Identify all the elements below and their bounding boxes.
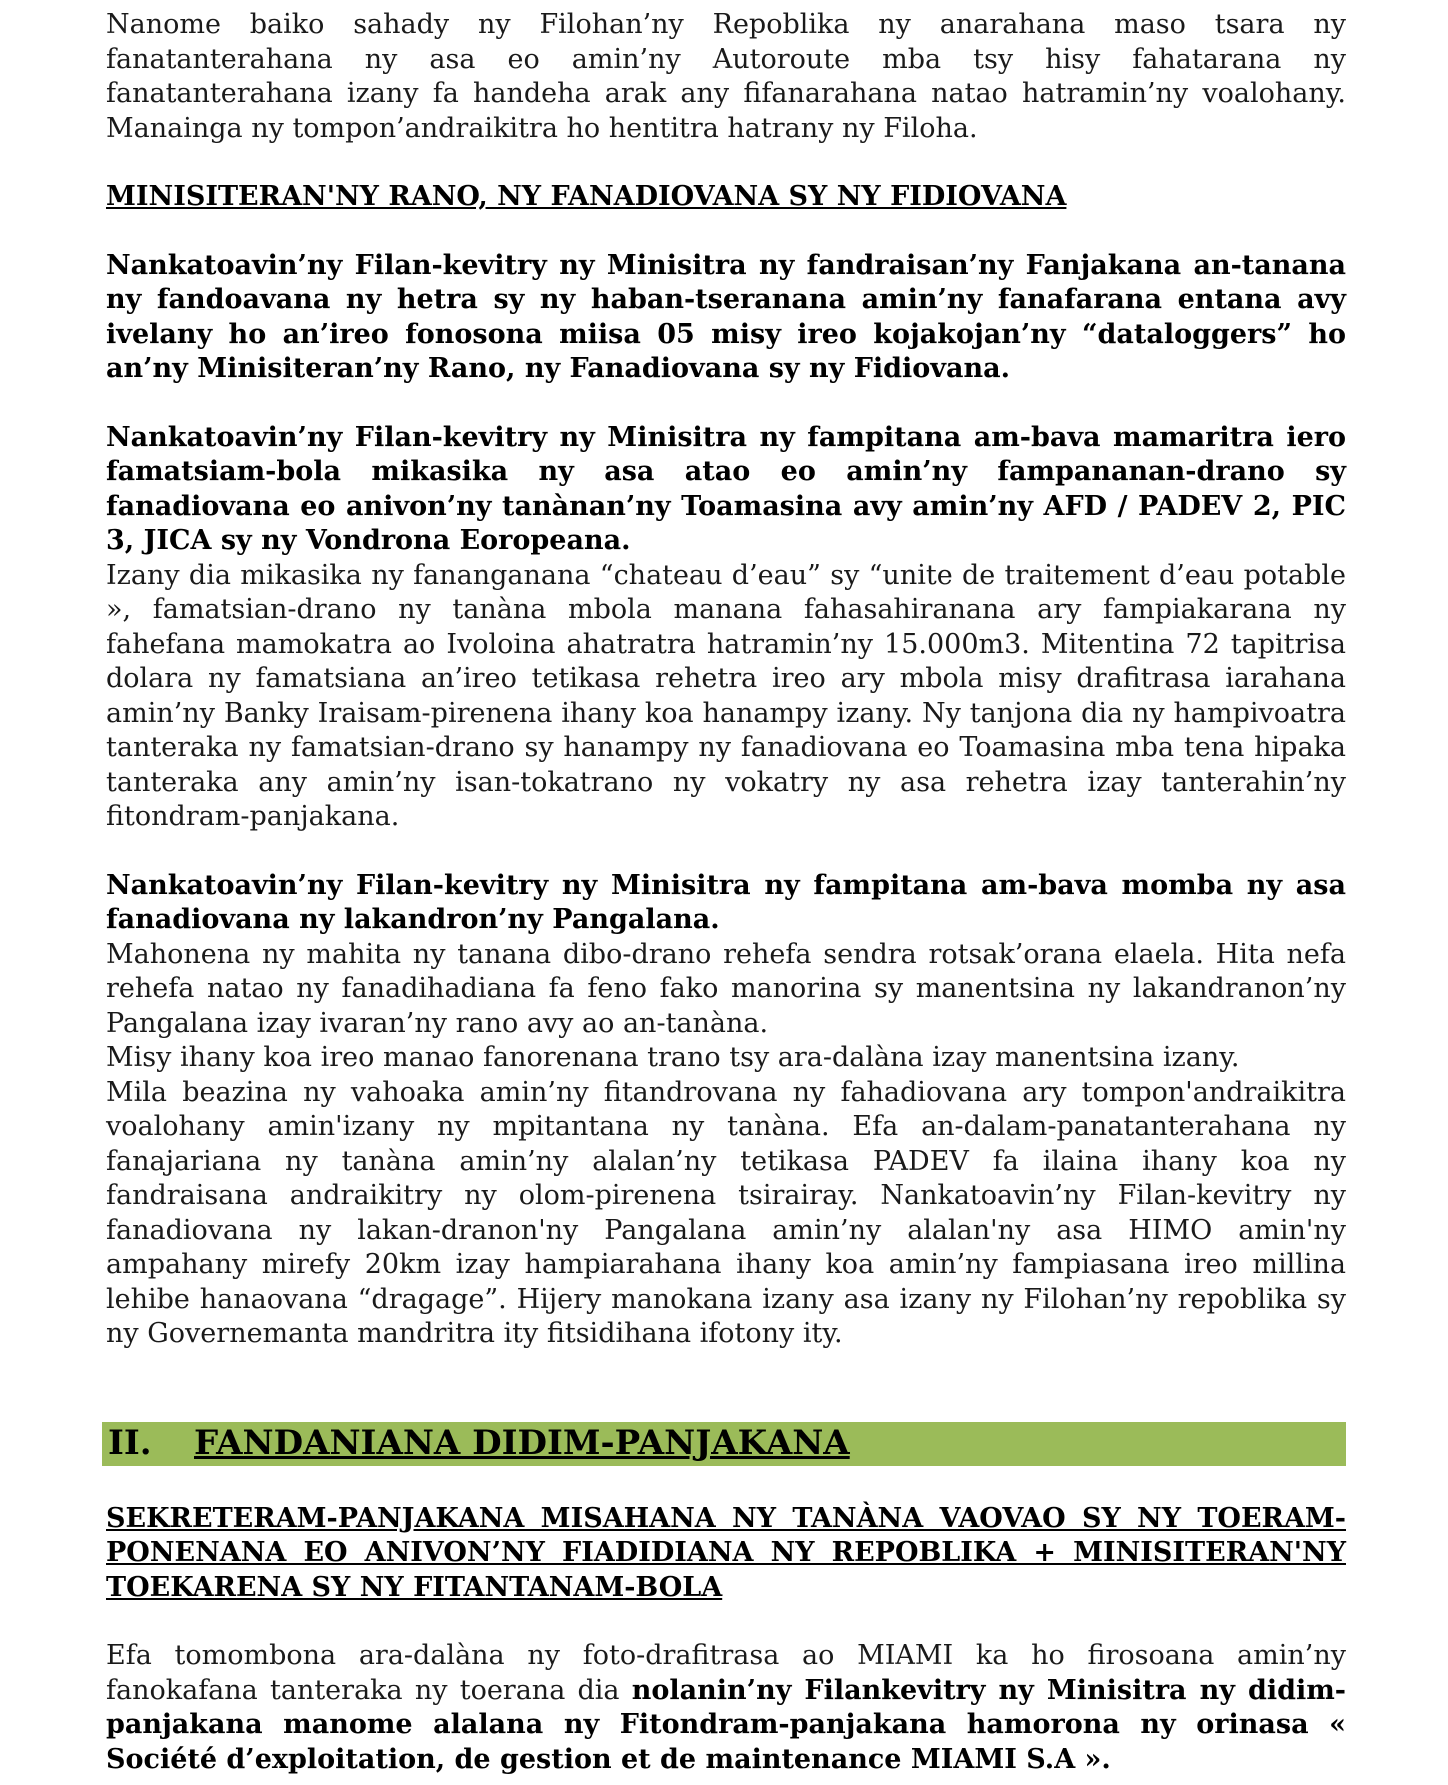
miami-paragraph: [106, 1639, 1346, 1777]
pangalana-paragraph-3: Mila beazina ny vahoaka amin’ny fitandrovana ny fahadiovana ary tompon'andraikitra voalohany amin'izany ny mpitantana ny tanàna. Efa an-dalam-panatanterahana ny fanajariana ny tanàna amin’ny alalan’ny tetikasa PADEV fa ilaina ihany koa ny fandraisana andraikitry ny olom-pirenena tsirairay. Nankatoavin’ny Filan-kevitry ny fanadiovana ny lakan-dranon'ny Pangalana amin’ny alalan'ny asa HIMO amin'ny ampahany mirefy 20km izay hampiarahana ihany koa amin’ny fampiasana ireo millina lehibe hanaovana “dragage”. Hijery manokana izany asa izany ny Filohan’ny repoblika sy ny Governemanta mandritra ity fitsidihana ifotony ity.: [106, 1076, 1346, 1349]
pangalana-paragraph-1: Mahonena ny mahita ny tanana dibo-drano rehefa sendra rotsak’orana elaela. Hita nefa rehefa natao ny fanadihadiana fa feno fako manorina sy manentsina ny lakandranon’ny Pangalana izay ivaran’ny rano avy ao an-tanàna.: [106, 938, 1346, 1039]
secretariat-heading: SEKRETERAM-PANJAKANA MISAHANA NY TANÀNA VAOVAO SY NY TOERAM-PONENANA EO ANIVON’NY FIADIDIANA NY REPOBLIKA + MINISITERAN'NY TOEKARENA SY NY FITANTANAM-BOLA: [106, 1502, 1346, 1603]
section-title: FANDANIANA DIDIM-PANJAKANA: [194, 1423, 850, 1464]
decision-toamasina-detail: Izany dia mikasika ny fananganana “chateau d’eau” sy “unite de traitement d’eau potable », famatsian-drano ny tanàna mbola manana fahasahiranana ary fampiakarana ny fahefana mamokatra ao Ivoloina ahatratra hatramin’ny 15.000m3. Mitentina 72 tapitrisa dolara ny famatsiana an’ireo tetikasa rehetra ireo ary mbola misy drafitrasa iarahana amin’ny Banky Iraisam-pirenena ihany koa hanampy izany. Ny tanjona dia ny hampivoatra tanteraka ny famatsian-drano sy hanampy ny fanadiovana eo Toamasina mba tena hipaka tanteraka any amin’ny isan-tokatrano ny vokatry ny asa rehetra izay tanterahin’ny fitondram-panjakana.: [106, 559, 1346, 832]
decision-pangalana: Nankatoavin’ny Filan-kevitry ny Minisitra ny fampitana am-bava momba ny asa fanadiovana ny lakandron’ny Pangalana.: [106, 869, 1346, 935]
miami-paragraph-decision: nolanin’ny Filankevitry ny Minisitra ny didim-panjakana manome alalana ny Fitondram-panjakana hamorona ny orinasa « Société d’exploitation, de gestion et de maintenance MIAMI S.A ».: [106, 1674, 1346, 1775]
pangalana-paragraph-2: Misy ihany koa ireo manao fanorenana trano tsy ara-dalàna izay manentsina izany.: [106, 1042, 1240, 1073]
section-number: II.: [108, 1423, 152, 1464]
section-ii-banner: [102, 1422, 1346, 1466]
decision-toamasina-funding: Nankatoavin’ny Filan-kevitry ny Minisitra ny fampitana am-bava mamaritra iero famatsiam-bola mikasika ny asa atao eo amin’ny fampananan-drano sy fanadiovana eo anivon’ny tanànan’ny Toamasina avy amin’ny AFD / PADEV 2, PIC 3, JICA sy ny Vondrona Eoropeana.: [106, 421, 1346, 556]
document-page: [106, 8, 1346, 1777]
ministry-water-heading: MINISITERAN'NY RANO, NY FANADIOVANA SY NY FIDIOVANA: [106, 181, 1067, 212]
miami-paragraph-lead: Efa tomombona ara-dalàna ny foto-drafitrasa ao MIAMI ka ho firosoana amin’ny fanokafana tanteraka ny toerana dia: [106, 1640, 1346, 1706]
intro-paragraph: Nanome baiko sahady ny Filohan’ny Repoblika ny anarahana maso tsara ny fanatanterahana ny asa eo amin’ny Autoroute mba tsy hisy fahatarana ny fanatanterahana izany fa handeha arak any fifanarahana natao hatramin’ny voalohany. Manainga ny tompon’andraikitra ho hentitra hatrany ny Filoha.: [106, 9, 1346, 144]
decision-dataloggers: Nankatoavin’ny Filan-kevitry ny Minisitra ny fandraisan’ny Fanjakana an-tanana ny fandoavana ny hetra sy ny haban-tseranana amin’ny fanafarana entana avy ivelany ho an’ireo fonosona miisa 05 misy ireo kojakojan’ny “dataloggers” ho an’ny Minisiteran’ny Rano, ny Fanadiovana sy ny Fidiovana.: [106, 249, 1346, 384]
